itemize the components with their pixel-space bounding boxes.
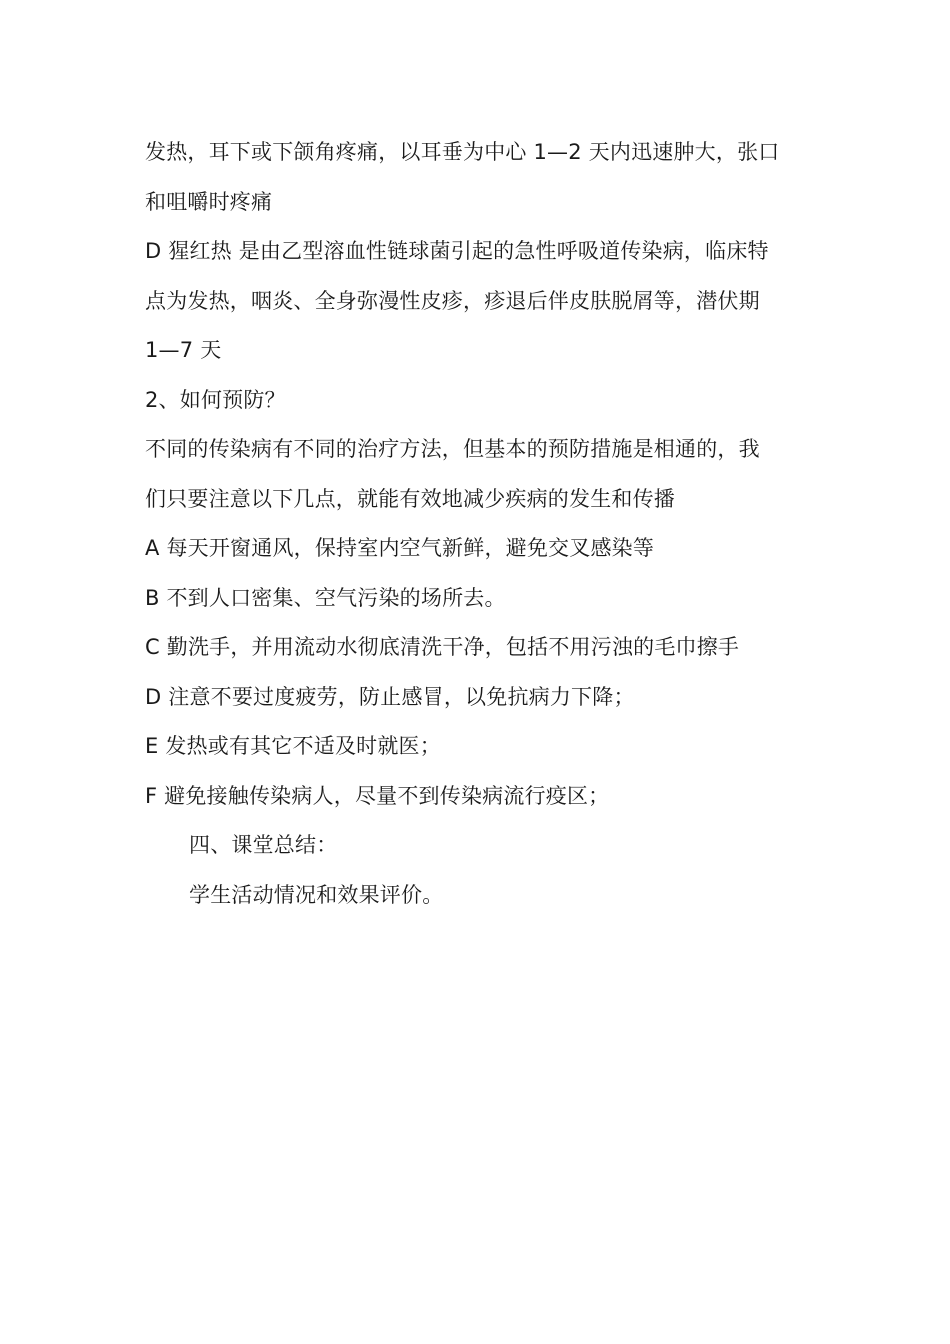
section-heading: 四、课堂总结：	[189, 833, 338, 857]
list-item: D 注意不要过度疲劳，防止感冒，以免抗病力下降；	[145, 684, 635, 709]
list-item: B 不到人口密集、空气污染的场所去。	[145, 585, 506, 610]
text-line: D 猩红热 是由乙型溶血性链球菌引起的急性呼吸道传染病，临床特	[145, 239, 769, 263]
section-heading: 2、如何预防？	[145, 387, 286, 412]
text-line: 发热，耳下或下颌角疼痛，以耳垂为中心 1—2 天内迅速肿大，张口	[145, 140, 780, 164]
list-item: A 每天开窗通风，保持室内空气新鲜，避免交叉感染等	[145, 536, 655, 560]
text-line: 学生活动情况和效果评价。	[189, 882, 444, 907]
list-item: F 避免接触传染病人，尽量不到传染病流行疫区；	[145, 783, 610, 808]
document-body	[145, 128, 810, 920]
text-line: 不同的传染病有不同的治疗方法，但基本的预防措施是相通的，我	[145, 437, 760, 461]
text-line: 们只要注意以下几点，就能有效地减少疾病的发生和传播	[145, 486, 675, 511]
list-item: E 发热或有其它不适及时就医；	[145, 734, 441, 758]
text-line: 点为发热，咽炎、全身弥漫性皮疹，疹退后伴皮肤脱屑等，潜伏期	[145, 288, 760, 313]
text-line: 1—7 天	[145, 338, 222, 362]
list-item: C 勤洗手，并用流动水彻底清洗干净，包括不用污浊的毛巾擦手	[145, 635, 740, 659]
text-line: 和咀嚼时疼痛	[145, 189, 273, 214]
